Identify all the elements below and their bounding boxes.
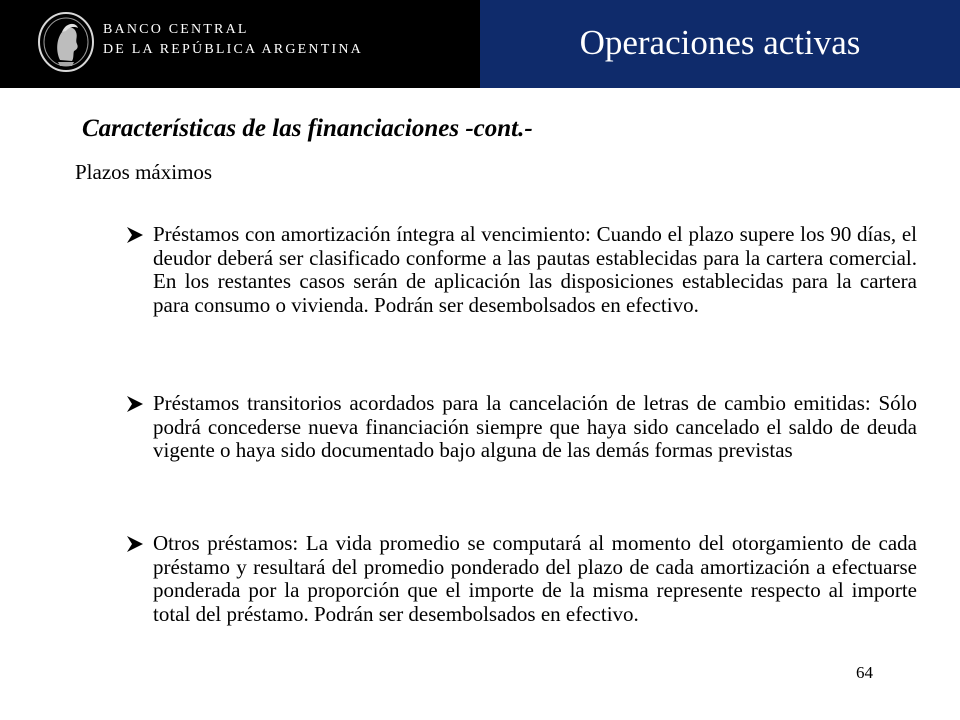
slide-title: Características de las financiaciones -cont.- [82,115,533,142]
arrowhead-icon [125,534,145,554]
page-number: 64 [856,663,873,682]
arrowhead-icon [125,394,145,414]
section-title: Operaciones activas [579,23,861,62]
bank-name-line1: BANCO CENTRAL [103,22,249,37]
slide-subtitle: Plazos máximos [75,160,213,184]
bank-name [103,20,363,60]
bullet-text-3: Otros préstamos: La vida promedio se computará al momento del otorgamiento de cada préstamo y resultará del promedio ponderado del plazo de cada amortización a efectuarse ponderada por la proporción que el importe de la misma represente respecto al importe total del préstamo. Podrán ser desembolsados en efectivo. [153,531,917,626]
bullet-item-3 [153,532,917,626]
bullet-item-2 [153,392,917,463]
bank-seal-logo [36,10,96,74]
bullet-text-1: Préstamos con amortización íntegra al vencimiento: Cuando el plazo supere los 90 días, el deudor deberá ser clasificado conforme a las pautas establecidas para la cartera comercial. En los restantes casos serán de aplicación las disposiciones establecidas para la cartera para consumo o vivienda. Podrán ser desembolsados en efectivo. [153,222,917,317]
bullet-item-1 [153,223,917,317]
bank-name-line2: DE LA REPÚBLICA ARGENTINA [103,42,363,57]
bullet-text-2: Préstamos transitorios acordados para la cancelación de letras de cambio emitidas: Sólo podrá concederse nueva financiación siempre que haya sido cancelado el saldo de deuda vigente o haya sido documentado bajo alguna de las demás formas previstas [153,391,917,462]
header-left-panel [0,0,480,88]
arrowhead-icon [125,225,145,245]
slide-header [0,0,960,88]
